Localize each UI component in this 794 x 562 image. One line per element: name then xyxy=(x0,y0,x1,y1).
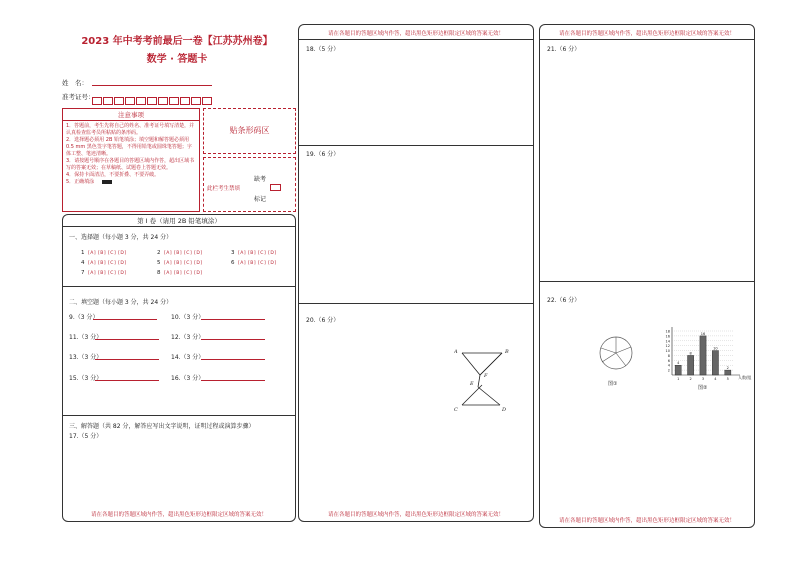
fill-line[interactable] xyxy=(93,319,157,320)
x-tick-label: 5 xyxy=(726,377,729,381)
absent-box xyxy=(203,157,296,212)
answer-panel-3 xyxy=(539,24,755,528)
geometry-figure xyxy=(454,347,514,417)
fill-q16: 16.（3 分） xyxy=(171,375,205,382)
note-item: 1．答题前，考生先将自己的姓名、准考证号填写清楚，并认真检查监考员所粘贴的条形码。 xyxy=(66,123,195,136)
point-label: D xyxy=(502,407,507,413)
x-axis-label: 人数/组 xyxy=(738,375,752,380)
notice-bottom: 请在各题目的答题区域内作答，超出黑色矩形边框限定区域的答案无效！ xyxy=(90,512,267,518)
notice-bottom: 请在各题目的答题区域内作答，超出黑色矩形边框限定区域的答案无效！ xyxy=(558,518,735,524)
bar-data-label: 2 xyxy=(726,366,729,371)
answer-panel-2 xyxy=(298,24,534,522)
choice-row[interactable]: 1 [A] [B] [C] [D] xyxy=(81,250,127,256)
id-cell[interactable] xyxy=(103,97,113,105)
choice-row[interactable]: 3 [A] [B] [C] [D] xyxy=(231,250,277,256)
y-tick-label: 2 xyxy=(667,368,670,373)
bar xyxy=(700,336,706,375)
q22-label: 22.（6 分） xyxy=(547,297,581,304)
exam-title: 2023 年中考考前最后一卷【江苏苏州卷】 xyxy=(81,36,273,47)
bar xyxy=(712,351,718,375)
fill-line[interactable] xyxy=(95,380,159,381)
note-item: 5．正确填涂 xyxy=(66,179,95,185)
y-tick-label: 6 xyxy=(667,358,670,363)
notes-title: 注意事项 xyxy=(63,109,199,121)
point-label: A xyxy=(454,349,458,355)
fill-line[interactable] xyxy=(95,339,159,340)
point-label: C xyxy=(454,407,458,413)
name-label: 姓 名： xyxy=(62,79,88,87)
fill-q14: 14.（3 分） xyxy=(171,354,205,361)
fig2-caption: 图② xyxy=(698,385,708,391)
x-tick-label: 2 xyxy=(689,377,692,381)
notice-top: 请在各题目的答题区域内作答，超出黑色矩形边框限定区域的答案无效！ xyxy=(327,31,504,37)
bar-data-label: 16 xyxy=(700,331,706,336)
notes-box xyxy=(62,108,200,212)
point-label: E xyxy=(470,381,474,387)
y-tick-label: 14 xyxy=(665,339,670,344)
choice-row[interactable]: 7 [A] [B] [C] [D] xyxy=(81,270,127,276)
id-cell[interactable] xyxy=(191,97,201,105)
absent-label-1: 缺考 xyxy=(254,176,267,183)
choice-row[interactable]: 5 [A] [B] [C] [D] xyxy=(157,260,203,266)
id-cell[interactable] xyxy=(169,97,179,105)
q20-label: 20.（6 分） xyxy=(306,317,340,324)
notice-top: 请在各题目的答题区域内作答，超出黑色矩形边框限定区域的答案无效！ xyxy=(558,31,735,37)
q17-label: 17.（5 分） xyxy=(69,433,103,440)
point-label: B xyxy=(505,349,509,355)
fig1-caption: 图① xyxy=(608,381,618,387)
fill-q12: 12.（3 分） xyxy=(171,334,205,341)
note-item: 3．请按题号顺序在各题目的答题区域内作答，超出区域书写的答案无效；在草稿纸、试题卷上答题无效。 xyxy=(66,158,195,171)
choice-row[interactable]: 2 [A] [B] [C] [D] xyxy=(157,250,203,256)
y-tick-label: 4 xyxy=(667,363,670,368)
section1-heading: 一、选择题（每小题 3 分，共 24 分） xyxy=(69,234,173,241)
y-tick-label: 12 xyxy=(665,344,670,349)
x-tick-label: 3 xyxy=(701,377,705,381)
fill-line[interactable] xyxy=(201,319,265,320)
fill-q9: 9.（3 分） xyxy=(69,314,99,321)
id-cells[interactable] xyxy=(92,90,213,109)
bar xyxy=(688,355,694,375)
fill-line[interactable] xyxy=(201,359,265,360)
y-tick-label: 10 xyxy=(665,349,670,354)
id-cell[interactable] xyxy=(147,97,157,105)
q18-label: 18.（5 分） xyxy=(306,46,340,53)
absent-note: 此栏考生禁填 xyxy=(207,186,241,192)
x-tick-label: 1 xyxy=(677,377,680,381)
choice-row[interactable]: 8 [A] [B] [C] [D] xyxy=(157,270,203,276)
fill-q15: 15.（3 分） xyxy=(69,375,103,382)
fill-line[interactable] xyxy=(201,380,265,381)
notice-bottom: 请在各题目的答题区域内作答，超出黑色矩形边框限定区域的答案无效！ xyxy=(327,512,504,518)
q19-label: 19.（6 分） xyxy=(306,151,340,158)
section2-heading: 二、填空题（每小题 3 分，共 24 分） xyxy=(69,299,173,306)
section1-title: 第 I 卷（请用 2B 铅笔填涂） xyxy=(137,217,221,225)
barcode-label: 贴条形码区 xyxy=(229,126,270,135)
id-cell[interactable] xyxy=(125,97,135,105)
id-cell[interactable] xyxy=(136,97,146,105)
bar-data-label: 8 xyxy=(689,351,692,356)
bar xyxy=(725,370,731,375)
note-item: 4．保持卡面清洁，不要折叠、不要弄破。 xyxy=(66,172,160,178)
fill-line[interactable] xyxy=(201,339,265,340)
pie-figure xyxy=(598,333,638,393)
id-cell[interactable] xyxy=(180,97,190,105)
id-cell[interactable] xyxy=(158,97,168,105)
bar xyxy=(675,365,681,375)
fill-q13: 13.（3 分） xyxy=(69,354,103,361)
name-field[interactable] xyxy=(92,85,212,86)
id-cell[interactable] xyxy=(114,97,124,105)
absent-label-2: 标记 xyxy=(254,196,267,203)
choice-row[interactable]: 4 [A] [B] [C] [D] xyxy=(81,260,127,266)
id-cell[interactable] xyxy=(92,97,102,105)
fill-q10: 10.（3 分） xyxy=(171,314,205,321)
y-tick-label: 8 xyxy=(667,353,670,358)
bar-data-label: 10 xyxy=(713,346,718,351)
y-tick-label: 18 xyxy=(665,329,670,334)
x-tick-label: 4 xyxy=(714,377,717,381)
section3-heading: 三、解答题（共 82 分，解答应写出文字说明，证明过程或演算步骤） xyxy=(69,423,255,430)
note-item: 2．选择题必须用 2B 铅笔填涂；填空题和解答题必须用 0.5 mm 黑色签字笔答题，不得用铅笔或圆珠笔答题；字体工整、笔迹清晰。 xyxy=(66,137,192,157)
barcode-area xyxy=(203,108,296,154)
answer-panel-1 xyxy=(62,214,296,522)
choice-row[interactable]: 6 [A] [B] [C] [D] xyxy=(231,260,277,266)
bar-chart xyxy=(658,325,758,391)
id-label: 准考证号： xyxy=(62,93,95,101)
bar-data-label: 4 xyxy=(677,361,680,366)
absent-checkbox[interactable] xyxy=(270,184,281,191)
exam-subtitle: 数学 · 答题卡 xyxy=(146,54,208,65)
y-tick-label: 16 xyxy=(665,334,670,339)
filled-sample-icon xyxy=(102,180,112,184)
fill-q11: 11.（3 分） xyxy=(69,334,103,341)
fill-line[interactable] xyxy=(95,359,159,360)
point-label: F xyxy=(484,373,488,379)
id-cell[interactable] xyxy=(202,97,212,105)
q21-label: 21.（6 分） xyxy=(547,46,581,53)
